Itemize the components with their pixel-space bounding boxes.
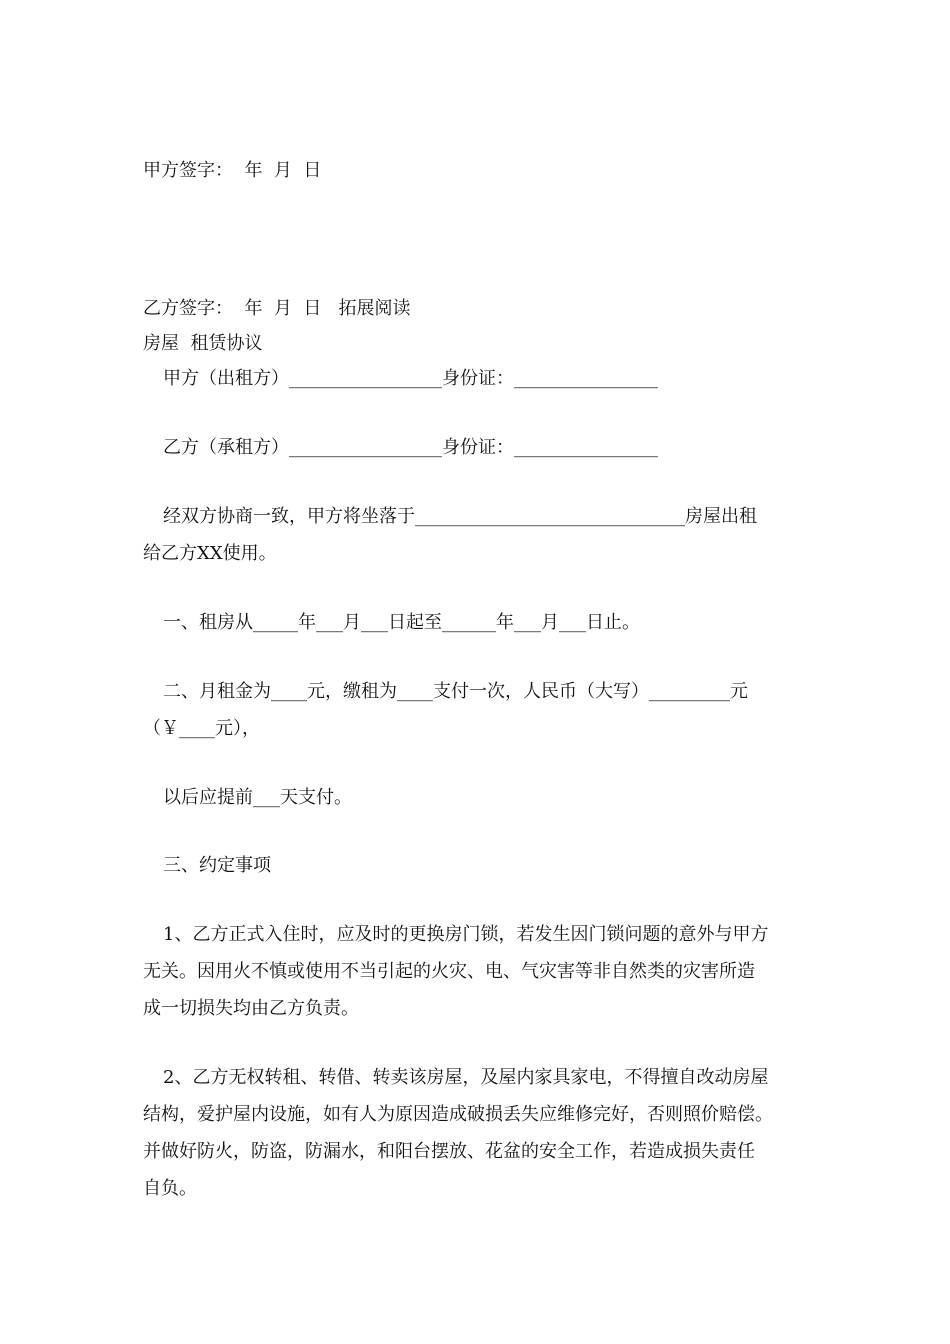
term-item-1-line-1: 1、乙方正式入住时，应及时的更换房门锁，若发生因门锁问题的意外与甲方 bbox=[163, 924, 769, 945]
term-item-2-line-4: 自负。 bbox=[143, 1178, 197, 1199]
advance-payment-clause: 以后应提前___天支付。 bbox=[163, 787, 352, 808]
party-a-field: 甲方（出租方）_________________身份证：________________ bbox=[163, 368, 658, 389]
party-a-signature-line: 甲方签字： 年 月 日 bbox=[143, 160, 322, 181]
party-b-field: 乙方（承租方）_________________身份证：________________ bbox=[163, 437, 658, 458]
lease-term-clause: 一、租房从_____年___月___日起至______年___月___日止。 bbox=[163, 612, 640, 633]
rent-clause-line-1: 二、月租金为____元，缴租为____支付一次，人民币（大写）_________元 bbox=[163, 681, 748, 702]
term-item-2-line-1: 2、乙方无权转租、转借、转卖该房屋，及屋内家具家电，不得擅自改动房屋 bbox=[163, 1067, 769, 1088]
section-heading-terms: 三、约定事项 bbox=[163, 855, 271, 876]
party-b-signature-line: 乙方签字： 年 月 日 拓展阅读 bbox=[143, 298, 411, 319]
term-item-2-line-3: 并做好防火，防盗，防漏水，和阳台摆放、花盆的安全工作，若造成损失责任 bbox=[143, 1141, 755, 1162]
rent-clause-line-2: （￥____元）， bbox=[143, 718, 260, 739]
term-item-1-line-3: 成一切损失均由乙方负责。 bbox=[143, 998, 359, 1019]
agreement-title: 房屋 租赁协议 bbox=[143, 333, 263, 354]
agreement-paragraph-line-1: 经双方协商一致，甲方将坐落于______________________________房屋出租 bbox=[163, 506, 757, 527]
agreement-paragraph-line-2: 给乙方XX使用。 bbox=[143, 543, 277, 564]
term-item-1-line-2: 无关。因用火不慎或使用不当引起的火灾、电、气灾害等非自然类的灾害所造 bbox=[143, 961, 755, 982]
term-item-2-line-2: 结构，爱护屋内设施，如有人为原因造成破损丢失应维修完好，否则照价赔偿。 bbox=[143, 1104, 773, 1125]
